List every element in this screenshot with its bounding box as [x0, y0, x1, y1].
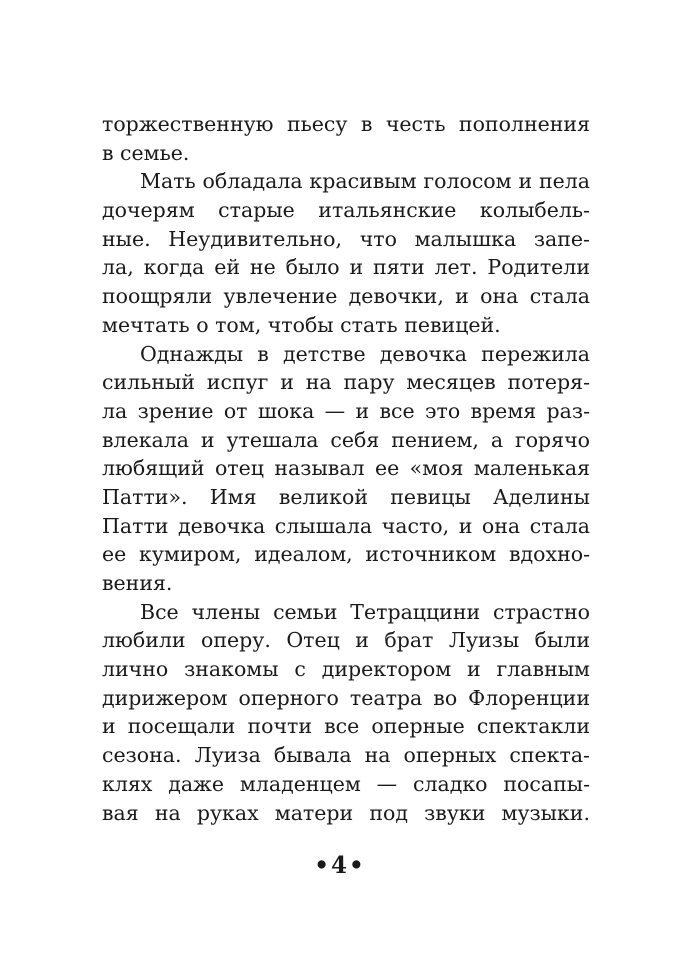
paragraph-1	[102, 110, 590, 167]
text-line: вая на руках матери под звуки музыки.	[102, 800, 590, 825]
page-number: •4•	[314, 852, 366, 879]
text-line: торжественную пьесу в честь пополнения	[102, 112, 590, 136]
text-line: сезона. Луиза бывала на оперных спекта-	[102, 743, 590, 768]
text-line: дочерям старые итальянские колыбель-	[102, 198, 590, 223]
book-page-text	[102, 110, 590, 827]
paragraph-2	[102, 167, 590, 339]
text-line: дирижером оперного театра во Флоренции	[102, 685, 590, 710]
text-line: и посещали почти все оперные спектакли	[102, 714, 590, 739]
text-line: вения.	[102, 571, 173, 595]
text-line: сильный испуг и на пару месяцев потеря-	[102, 370, 590, 395]
text-line: поощряли увлечение девочки, и она стала	[102, 284, 590, 309]
text-line: Однажды в детстве девочка пережила	[140, 341, 590, 366]
text-line: ее кумиром, идеалом, источником вдохно-	[102, 542, 590, 567]
text-line: мечтать о том, чтобы стать певицей.	[102, 312, 501, 337]
text-line: влекала и утешала себя пением, а горячо	[102, 427, 590, 452]
text-line: ла, когда ей не было и пяти лет. Родители	[102, 255, 590, 280]
paragraph-3	[102, 340, 590, 598]
text-line: любящий отец называл ее «моя маленькая	[102, 456, 590, 481]
text-line: Патти девочка слышала часто, и она стала	[102, 513, 590, 538]
text-line: Мать обладала красивым голосом и пела	[140, 169, 590, 194]
text-line: ные. Неудивительно, что малышка запе-	[102, 226, 590, 251]
text-line: ла зрение от шока — и все это время раз-	[102, 398, 590, 423]
text-line: лично знакомы с директором и главным	[102, 657, 590, 682]
text-line: любили оперу. Отец и брат Луизы были	[102, 628, 590, 653]
text-line: клях даже младенцем — сладко посапы-	[102, 771, 590, 796]
text-line: в семье.	[102, 140, 190, 165]
text-line: Все члены семьи Тетраццини страстно	[140, 599, 590, 624]
paragraph-4	[102, 598, 590, 828]
text-line: Патти». Имя великой певицы Аделины	[102, 484, 590, 509]
